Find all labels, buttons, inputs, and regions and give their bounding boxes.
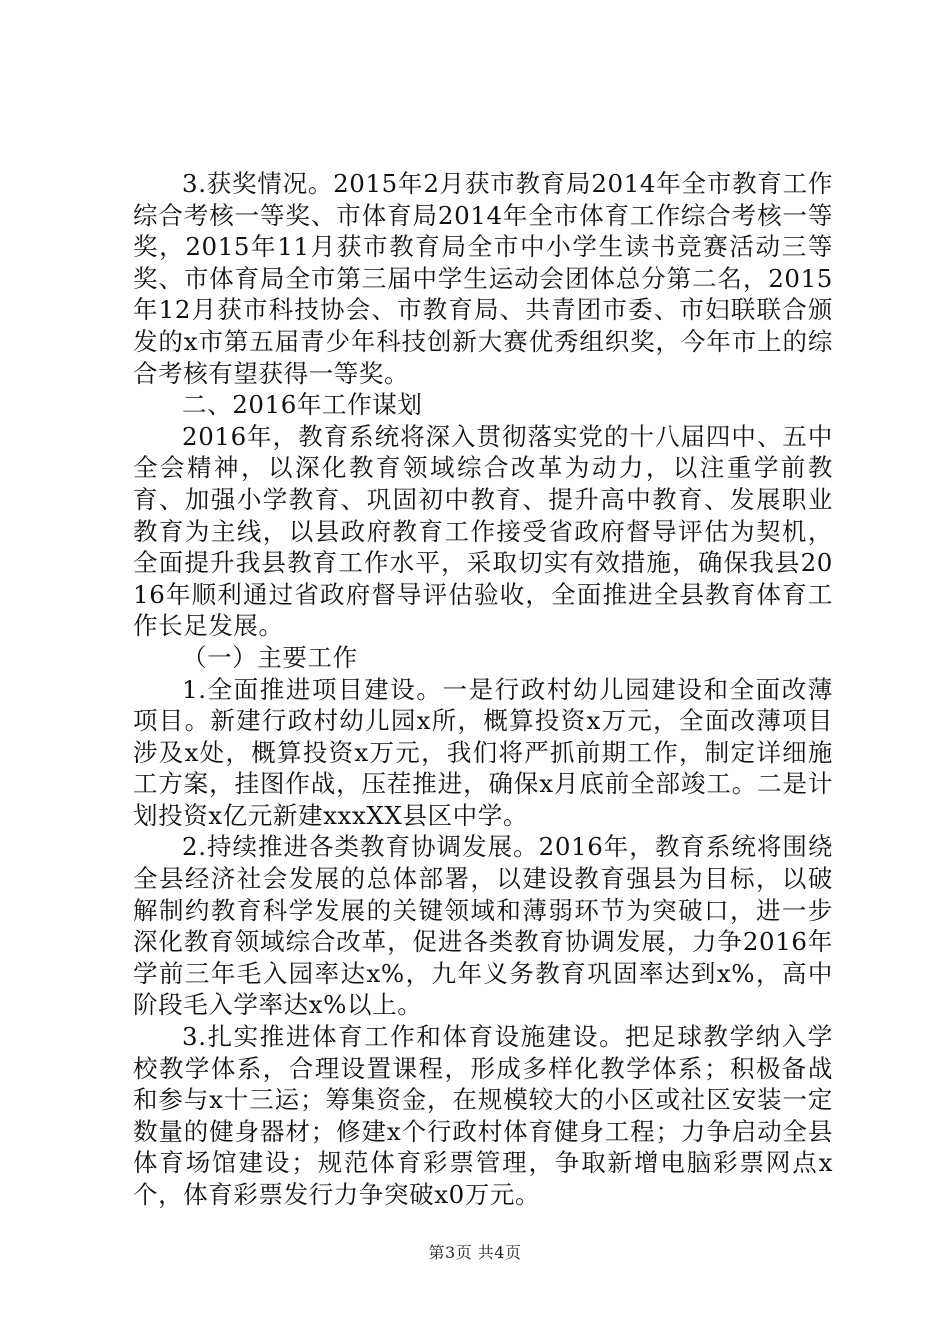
page-number-footer: 第3页 共4页 (428, 1243, 522, 1262)
paragraph-project-construction: 1.全面推进项目建设。一是行政村幼儿园建设和全面改薄项目。新建行政村幼儿园x所，概算投资x万元，全面改薄项目涉及x处，概算投资x万元，我们将严抓前期工作，制定详细施工方案，挂图作战，压茬推进，确保x月底前全部竣工。二是计划投资x亿元新建xxxXX县区中学。 (133, 674, 833, 830)
paragraph-2016-overview: 2016年，教育系统将深入贯彻落实党的十八届四中、五中全会精神，以深化教育领域综合改革为动力，以注重学前教育、加强小学教育、巩固初中教育、提升高中教育、发展职业教育为主线，以县政府教育工作接受省政府督导评估为契机，全面提升我县教育工作水平，采取切实有效措施，确保我县2016年顺利通过省政府督导评估验收，全面推进全县教育体育工作长足发展。 (133, 421, 833, 641)
paragraph-education-coordination: 2.持续推进各类教育协调发展。2016年，教育系统将围绕全县经济社会发展的总体部署，以建设教育强县为目标，以破解制约教育科学发展的关键领域和薄弱环节为突破口，进一步深化教育领域综合改革，促进各类教育协调发展，力争2016年学前三年毛入园率达x%，九年义务教育巩固率达到x%，高中阶段毛入学率达x%以上。 (133, 832, 833, 1020)
section-heading-2016-plan: 二、2016年工作谋划 (182, 390, 423, 420)
subsection-heading-main-work: （一）主要工作 (182, 642, 358, 672)
document-body (133, 168, 833, 1211)
paragraph-sports-facilities: 3.扎实推进体育工作和体育设施建设。把足球教学纳入学校教学体系，合理设置课程，形成多样化教学体系；积极备战和参与x十三运；筹集资金，在规模较大的小区或社区安装一定数量的健身器材；修建x个行政村体育健身工程；力争启动全县体育场馆建设；规范体育彩票管理，争取新增电脑彩票网点x个，体育彩票发行力争突破x0万元。 (133, 1022, 833, 1209)
paragraph-awards: 3.获奖情况。2015年2月获市教育局2014年全市教育工作综合考核一等奖、市体育局2014年全市体育工作综合考核一等奖，2015年11月获市教育局全市中小学生读书竞赛活动三等奖、市体育局全市第三届中学生运动会团体总分第二名，2015年12月获市科技协会、市教育局、共青团市委、市妇联联合颁发的x市第五届青少年科技创新大赛优秀组织奖，今年市上的综合考核有望获得一等奖。 (133, 169, 833, 388)
